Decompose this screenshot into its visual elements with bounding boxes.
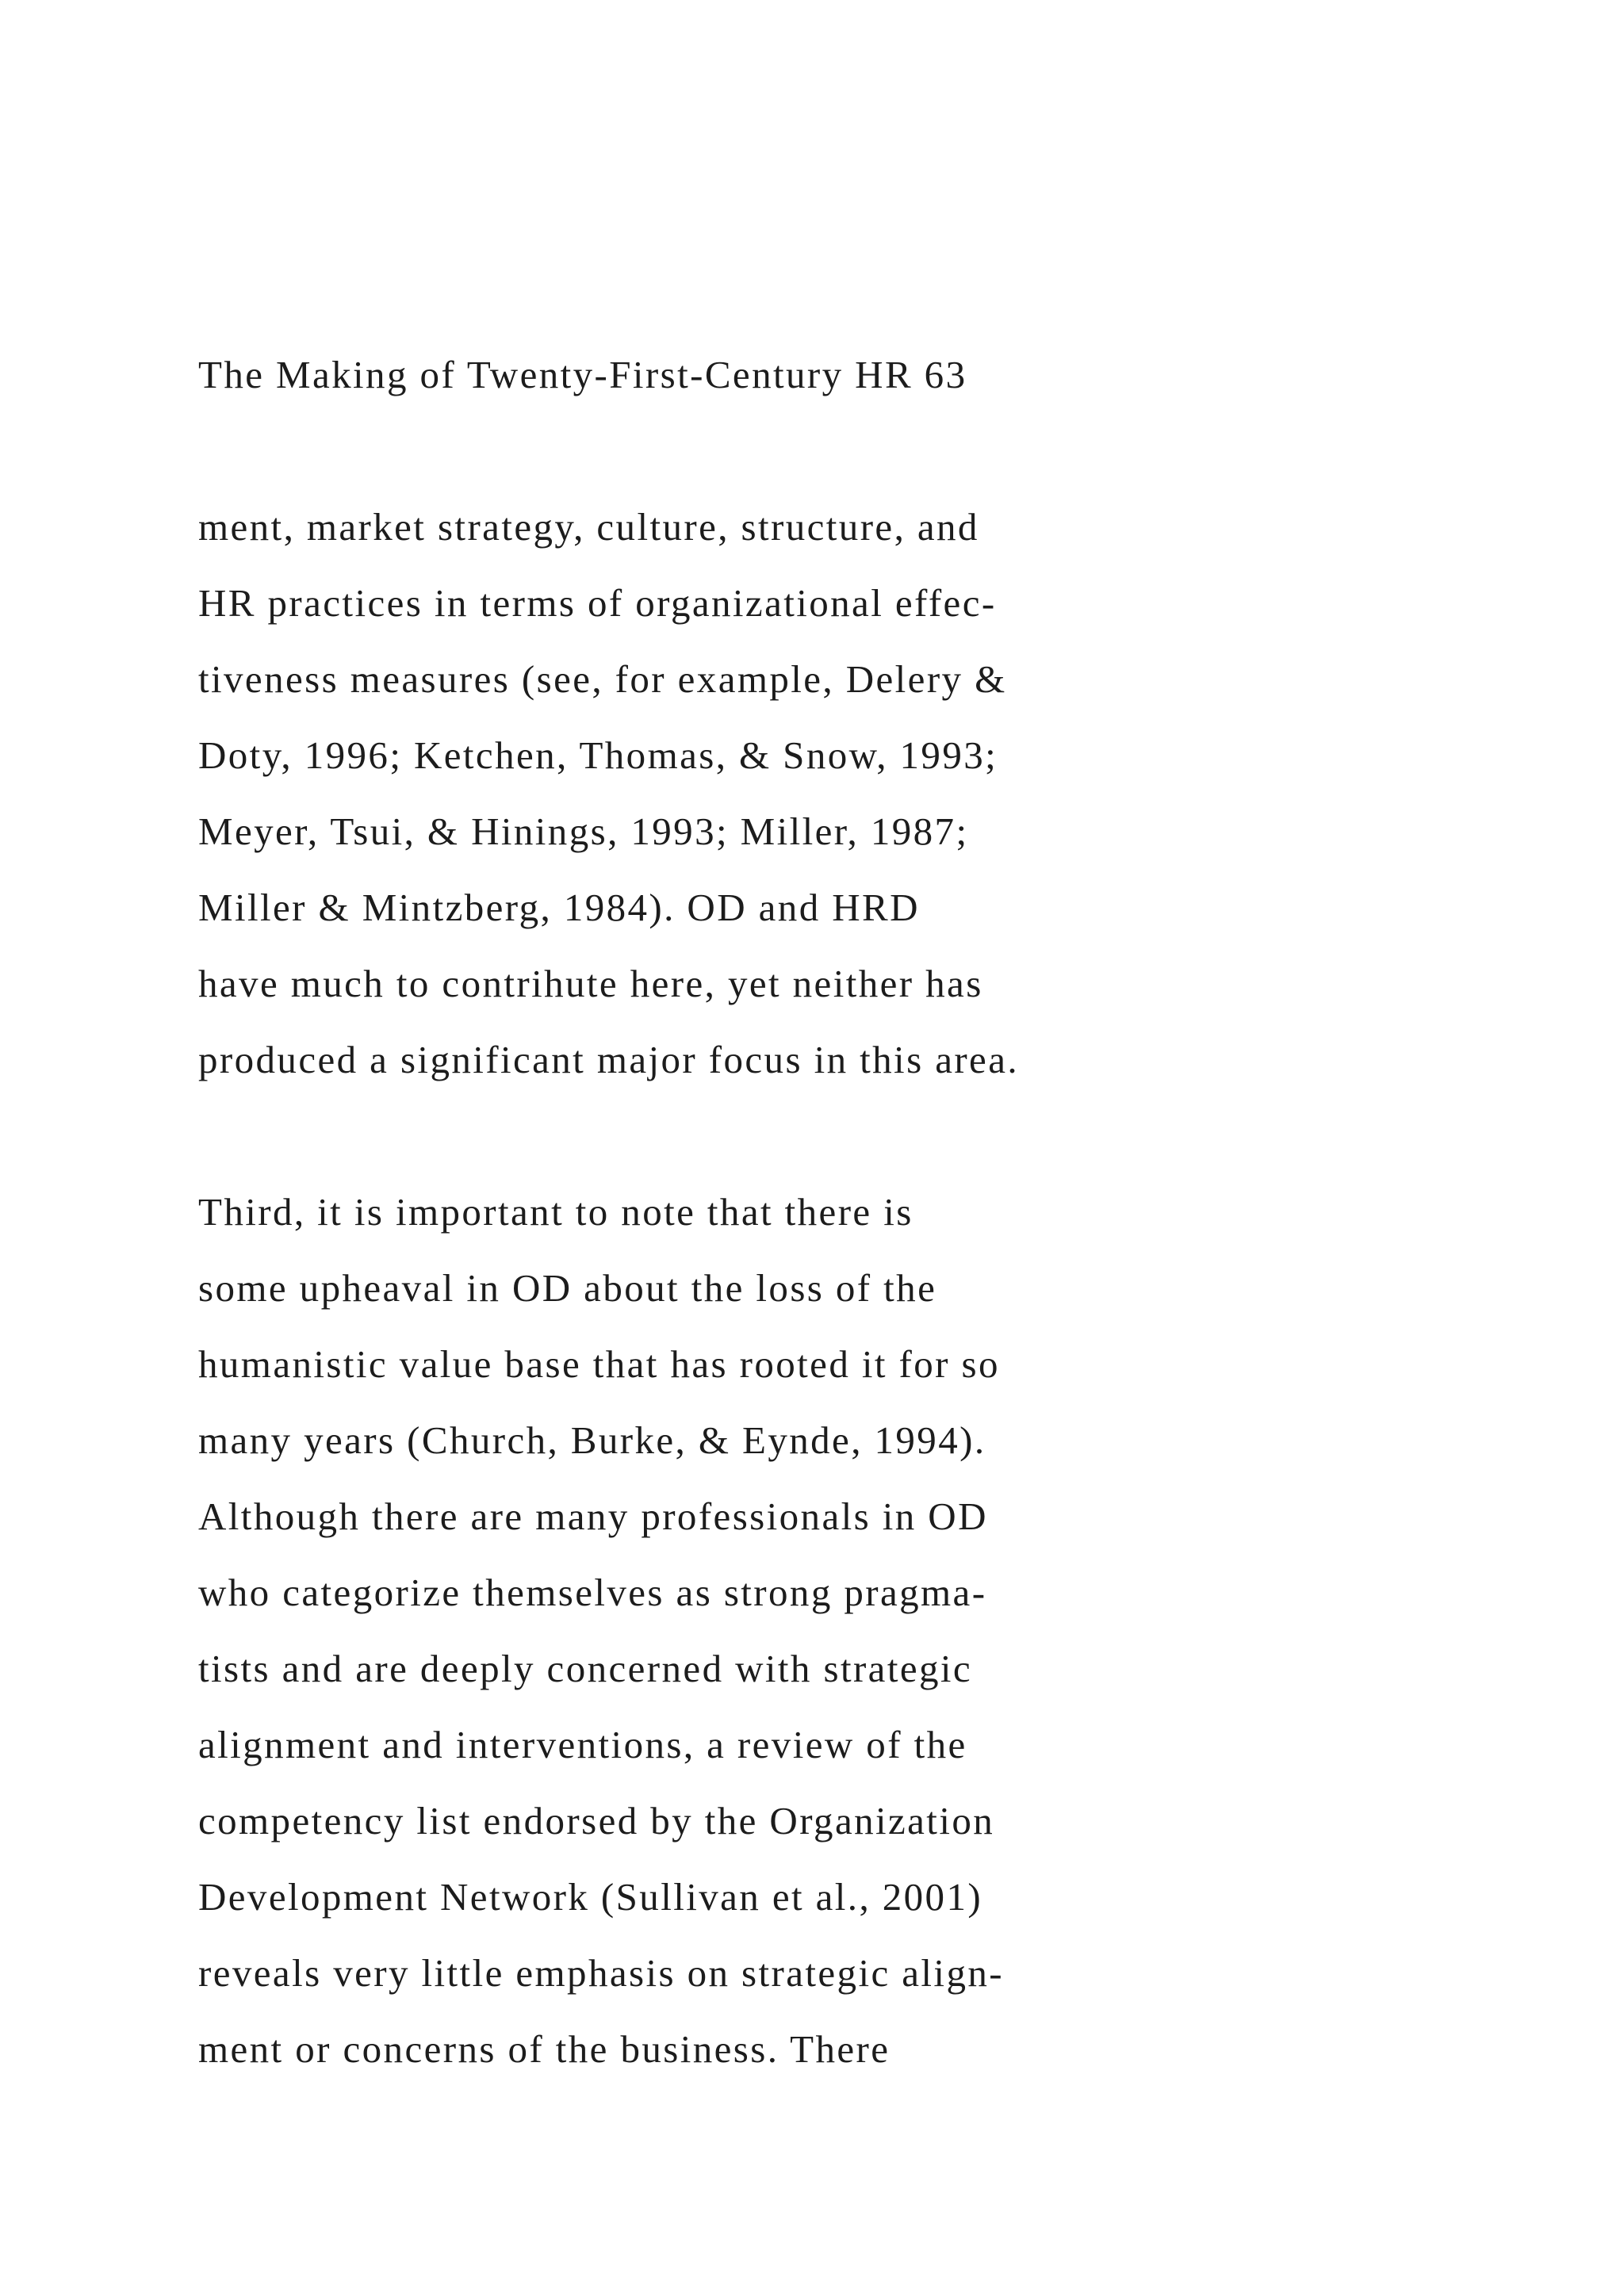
text-line: Although there are many professionals in OD: [198, 1494, 988, 1538]
running-header: The Making of Twenty-First-Century HR 63: [198, 353, 967, 396]
text-line: alignment and interventions, a review of the: [198, 1723, 967, 1766]
text-line: Miller & Mintzberg, 1984). OD and HRD: [198, 886, 920, 929]
text-line: reveals very little emphasis on strategic align-: [198, 1951, 1004, 1995]
text-line: Third, it is important to note that there is: [198, 1190, 914, 1234]
text-line: who categorize themselves as strong pragma-: [198, 1571, 987, 1614]
text-line: ment, market strategy, culture, structure, and: [198, 505, 979, 549]
text-line: have much to contrihute here, yet neither has: [198, 962, 983, 1005]
text-line: tists and are deeply concerned with strategic: [198, 1647, 973, 1690]
text-line: many years (Church, Burke, & Eynde, 1994).: [198, 1418, 986, 1462]
text-line: Development Network (Sullivan et al., 2001): [198, 1875, 983, 1919]
text-line: some upheaval in OD about the loss of the: [198, 1266, 937, 1310]
text-line: Doty, 1996; Ketchen, Thomas, & Snow, 1993;: [198, 733, 998, 777]
text-line: ment or concerns of the business. There: [198, 2027, 891, 2071]
text-line: HR practices in terms of organizational effec-: [198, 581, 997, 625]
text-line: tiveness measures (see, for example, Delery &: [198, 657, 1007, 701]
text-line: competency list endorsed by the Organization: [198, 1799, 995, 1843]
text-line: produced a significant major focus in this area.: [198, 1038, 1020, 1081]
text-line: Meyer, Tsui, & Hinings, 1993; Miller, 1987;: [198, 809, 969, 853]
text-line: humanistic value base that has rooted it for so: [198, 1342, 1000, 1386]
